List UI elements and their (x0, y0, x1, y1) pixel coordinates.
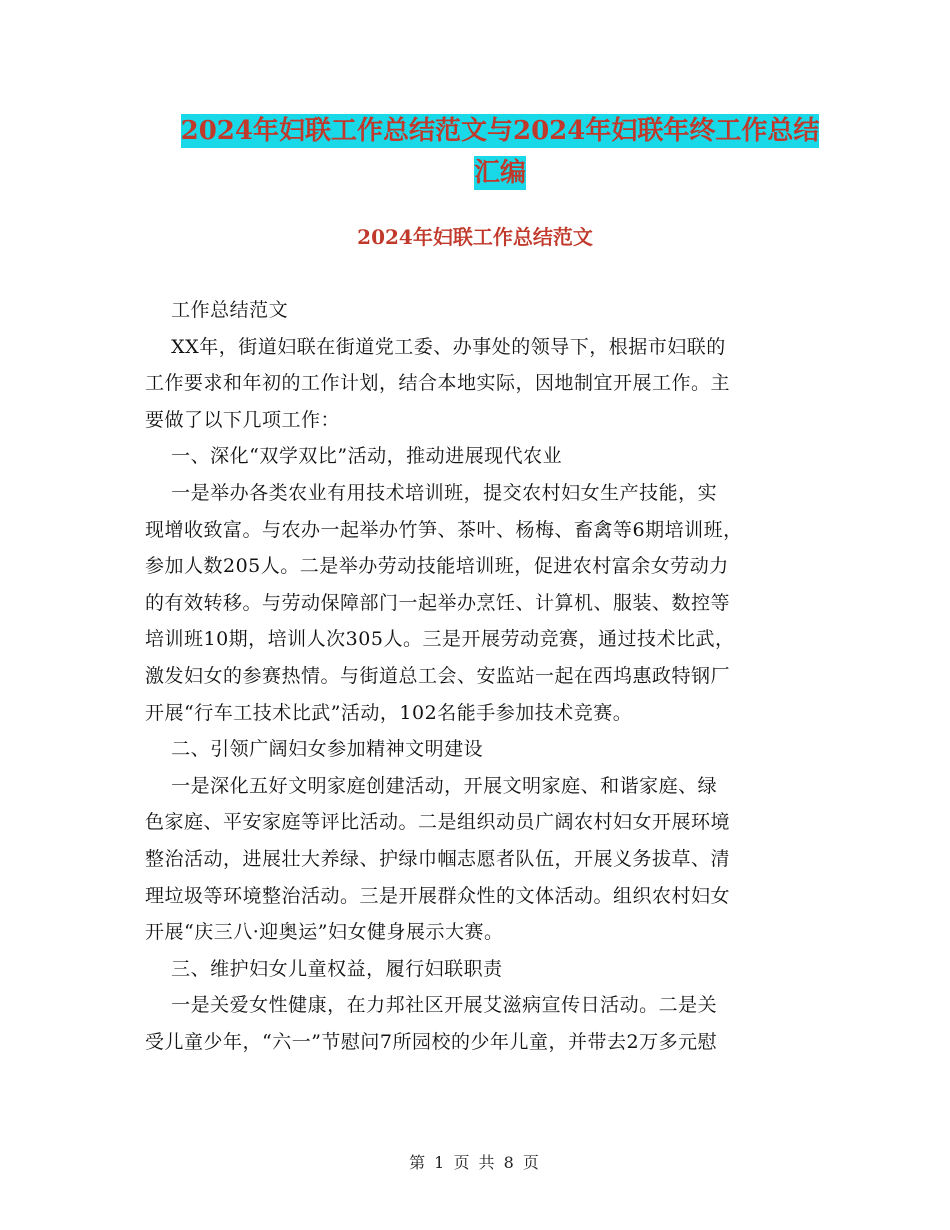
body-line: 一是关爱女性健康，在力邦社区开展艾滋病宣传日活动。二是关 (145, 994, 718, 1017)
body-line: XX年，街道妇联在街道党工委、办事处的领导下，根据市妇联的 (145, 335, 726, 358)
body-line: 的有效转移。与劳动保障部门一起举办烹饪、计算机、服装、数控等 (145, 591, 731, 614)
document-title-line-1 (140, 112, 860, 150)
body-line: 理垃圾等环境整治活动。三是开展群众性的文体活动。组织农村妇女 (145, 884, 731, 907)
body-line: 工作总结范文 (145, 299, 289, 321)
document-title-line-2 (140, 154, 860, 192)
body-line: 要做了以下几项工作： (145, 408, 341, 431)
body-text (145, 292, 805, 1060)
body-line: 一、深化“双学双比”活动，推动进展现代农业 (145, 445, 563, 468)
body-line: 一是举办各类农业有用技术培训班，提交农村妇女生产技能，实 (145, 481, 718, 504)
body-line: 三、维护妇女儿童权益，履行妇联职责 (145, 957, 503, 980)
body-line: 工作要求和年初的工作计划，结合本地实际，因地制宜开展工作。主 (145, 372, 731, 395)
body-line: 整治活动，进展壮大养绿、护绿巾帼志愿者队伍，开展义务拔草、清 (145, 847, 731, 870)
document-title-text-2: 汇编 (473, 158, 526, 188)
document-title-text-1: 2024年妇联工作总结范文与2024年妇联年终工作总结 (180, 116, 820, 146)
body-line: 培训班10期，培训人次305人。三是开展劳动竞赛，通过技术比武， (145, 628, 735, 651)
body-line: 色家庭、平安家庭等评比活动。二是组织动员广阔农村妇女开展环境 (145, 811, 731, 834)
section-title: 2024年妇联工作总结范文 (357, 225, 593, 249)
body-line: 受儿童少年，“六一”节慰问7所园校的少年儿童，并带去2万多元慰 (145, 1030, 718, 1053)
body-line: 开展“行车工技术比武”活动，102名能手参加技术竞赛。 (145, 701, 633, 724)
page-footer: 第 1 页 共 8 页 (409, 1153, 541, 1172)
body-line: 激发妇女的参赛热情。与街道总工会、安监站一起在西坞惠政特钢厂 (145, 664, 731, 687)
body-line: 参加人数205人。二是举办劳动技能培训班，促进农村富余女劳动力 (145, 555, 729, 578)
body-line: 开展“庆三八·迎奥运”妇女健身展示大赛。 (145, 921, 504, 944)
body-line: 一是深化五好文明家庭创建活动，开展文明家庭、和谐家庭、绿 (145, 774, 718, 797)
body-line: 二、引领广阔妇女参加精神文明建设 (145, 738, 484, 761)
body-line: 现增收致富。与农办一起举办竹笋、茶叶、杨梅、畜禽等6期培训班， (145, 518, 743, 541)
